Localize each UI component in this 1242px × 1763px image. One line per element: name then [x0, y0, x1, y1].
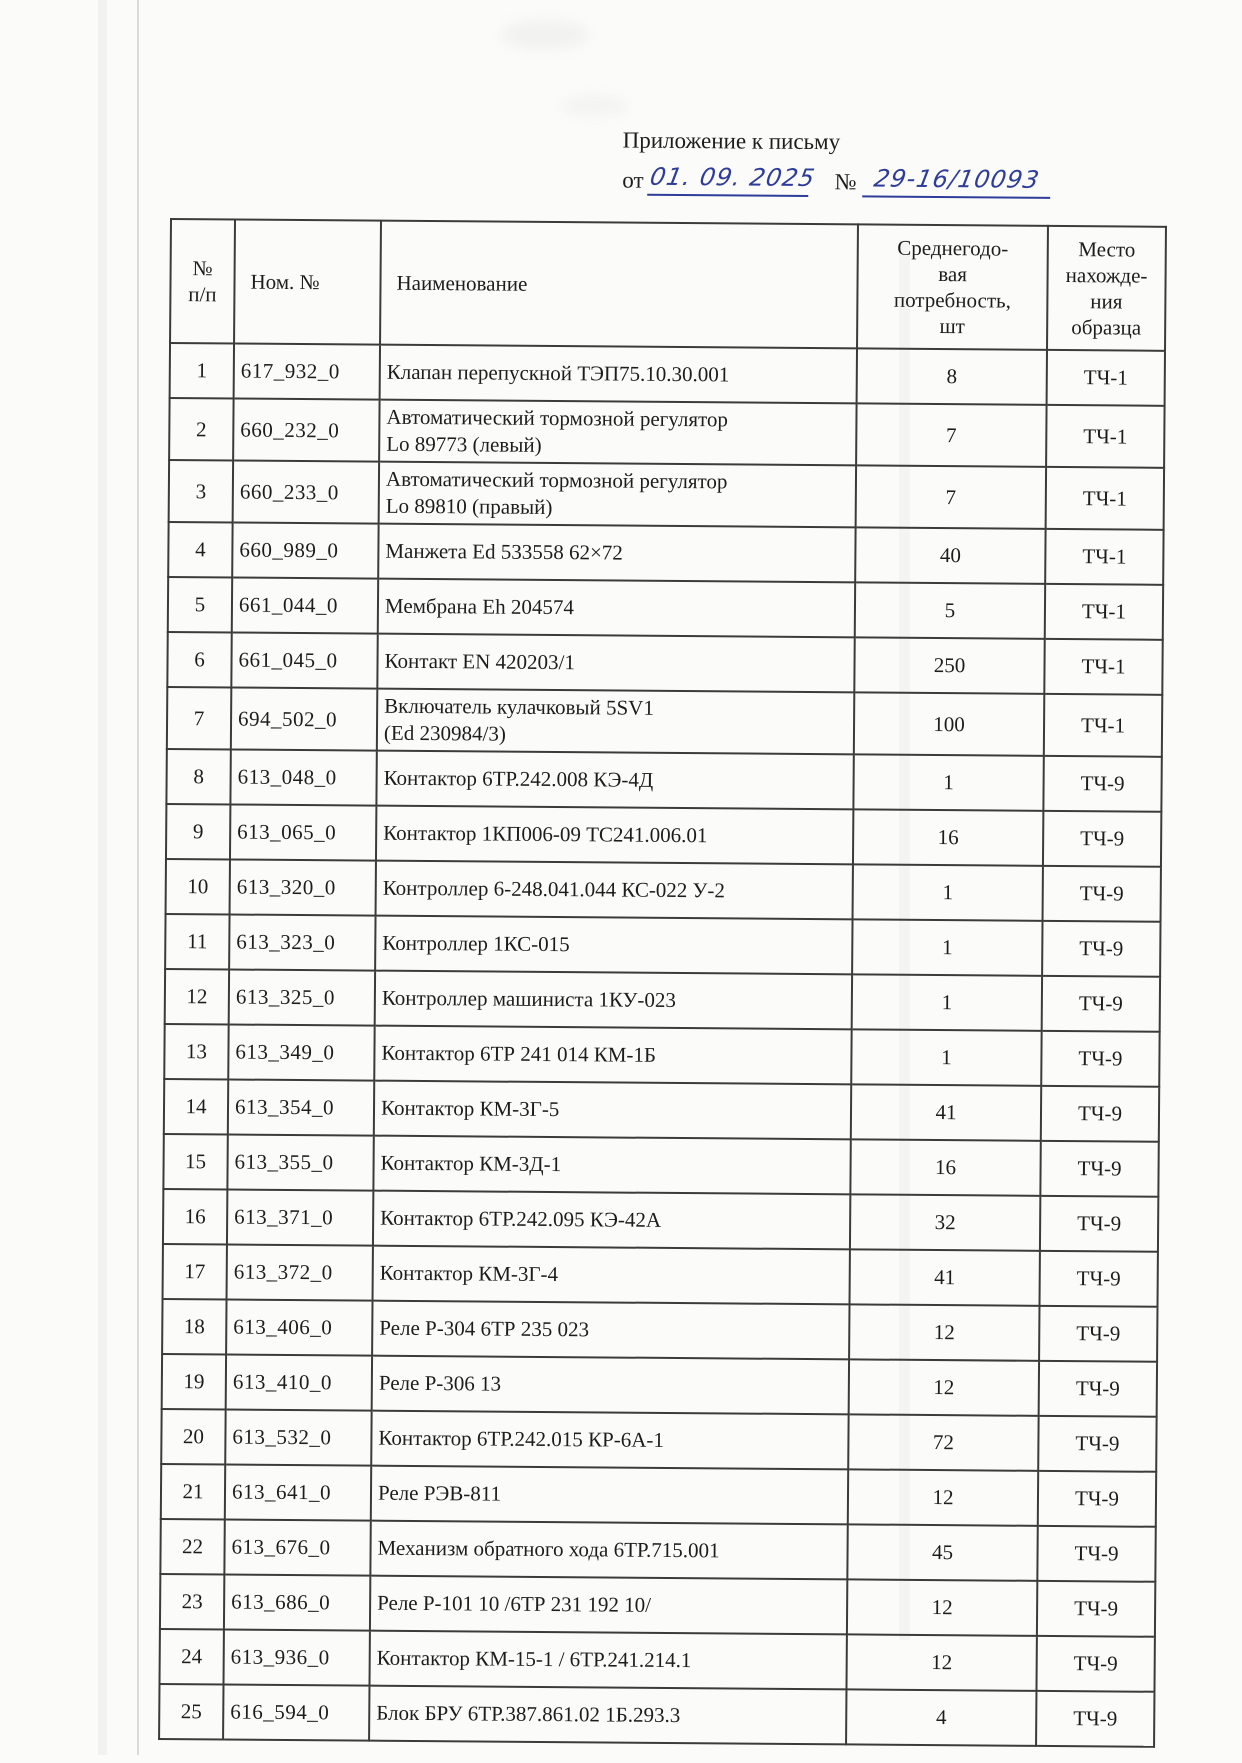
nom-number-cell: 660_233_0: [233, 461, 379, 524]
table-row: [160, 1629, 1155, 1692]
nom-number-cell: 661_045_0: [231, 632, 377, 688]
annotation-title: Приложение к письму: [622, 127, 841, 155]
parts-table-header: [170, 219, 1166, 351]
part-name-cell: Реле Р-306 13: [372, 1356, 849, 1415]
location-cell: ТЧ-9: [1039, 1251, 1157, 1307]
nom-number-cell: 660_232_0: [233, 399, 379, 462]
table-row: [164, 1079, 1159, 1142]
location-cell: ТЧ-9: [1040, 1196, 1158, 1252]
location-cell: ТЧ-9: [1036, 1691, 1154, 1747]
part-name-cell: Реле Р-101 10 /6ТР 231 192 10/: [370, 1576, 847, 1635]
qty-cell: 7: [856, 465, 1046, 528]
row-index-cell: 5: [168, 577, 232, 633]
qty-cell: 12: [849, 1359, 1039, 1415]
location-cell: ТЧ-9: [1043, 811, 1161, 867]
location-cell: ТЧ-1: [1046, 405, 1164, 468]
location-cell: ТЧ-1: [1045, 584, 1163, 640]
nom-number-cell: 613_323_0: [229, 914, 375, 970]
location-cell: ТЧ-9: [1036, 1636, 1154, 1692]
qty-cell: 250: [854, 637, 1044, 693]
part-name-cell: Контактор 6ТР.242.008 КЭ-4Д: [376, 751, 853, 810]
letter-annotation: [622, 126, 1051, 199]
location-cell: ТЧ-9: [1042, 976, 1160, 1032]
annotation-date-field: [647, 162, 818, 197]
nom-number-cell: 613_349_0: [228, 1024, 374, 1080]
annotation-date-handwritten: 01. 09. 2025: [648, 162, 818, 193]
part-name-cell: Контроллер машиниста 1КУ-023: [375, 971, 852, 1030]
qty-cell: 32: [850, 1194, 1040, 1250]
table-row: [165, 969, 1160, 1032]
table-row: [163, 1134, 1158, 1197]
part-name-cell: Реле Р-304 6ТР 235 023: [372, 1301, 849, 1360]
row-index-cell: 23: [160, 1574, 224, 1630]
row-index-cell: 22: [160, 1519, 224, 1575]
table-row: [167, 687, 1162, 757]
qty-cell: 16: [853, 809, 1043, 865]
table-row: [162, 1299, 1157, 1362]
qty-cell: 45: [847, 1524, 1037, 1580]
location-cell: ТЧ-9: [1041, 1031, 1159, 1087]
part-name-cell: Контактор КМ-3Г-4: [373, 1246, 850, 1305]
location-cell: ТЧ-9: [1039, 1361, 1157, 1417]
part-name-cell: Контактор КМ-15-1 / 6ТР.241.214.1: [369, 1631, 846, 1690]
location-cell: ТЧ-9: [1041, 1086, 1159, 1142]
column-header-index: № п/п: [170, 219, 235, 343]
part-name-cell: Контактор 6ТР 241 014 КМ-1Б: [374, 1026, 851, 1085]
table-row: [160, 1519, 1155, 1582]
nom-number-cell: 613_372_0: [227, 1244, 373, 1300]
table-row: [168, 577, 1163, 640]
location-cell: ТЧ-9: [1037, 1526, 1155, 1582]
row-index-cell: 3: [169, 460, 233, 523]
nom-number-cell: 660_989_0: [232, 523, 378, 579]
qty-cell: 16: [850, 1139, 1040, 1195]
qty-cell: 12: [848, 1469, 1038, 1525]
row-index-cell: 14: [164, 1079, 228, 1135]
table-row: [161, 1409, 1156, 1472]
part-name-cell: Контакт EN 420203/1: [377, 634, 854, 693]
table-row: [163, 1189, 1158, 1252]
location-cell: ТЧ-9: [1042, 921, 1160, 977]
row-index-cell: 13: [164, 1024, 228, 1080]
qty-cell: 4: [846, 1689, 1036, 1745]
nom-number-cell: 613_048_0: [230, 749, 376, 805]
nom-number-cell: 613_371_0: [227, 1189, 373, 1245]
header-row: [170, 219, 1166, 351]
qty-cell: 100: [854, 692, 1044, 755]
table-row: [166, 749, 1161, 812]
part-name-cell: Автоматический тормозной регулятор Lo 89810 (правый): [379, 462, 856, 528]
row-index-cell: 12: [165, 969, 229, 1025]
nom-number-cell: 613_686_0: [224, 1574, 370, 1630]
annotation-line2: [622, 162, 1050, 199]
column-header-nom-number: Ном. №: [234, 220, 381, 345]
part-name-cell: Реле РЭВ-811: [371, 1466, 848, 1525]
location-cell: ТЧ-1: [1044, 694, 1162, 757]
location-cell: ТЧ-9: [1043, 866, 1161, 922]
qty-cell: 12: [849, 1304, 1039, 1360]
row-index-cell: 19: [162, 1354, 226, 1410]
row-index-cell: 15: [163, 1134, 227, 1190]
part-name-cell: Контактор КМ-3Г-5: [374, 1081, 851, 1140]
nom-number-cell: 613_320_0: [230, 859, 376, 915]
column-header-sample-location: Место нахожде- ния образца: [1047, 226, 1166, 351]
nom-number-cell: 616_594_0: [223, 1684, 369, 1740]
table-row: [166, 804, 1161, 867]
qty-cell: 12: [847, 1579, 1037, 1635]
part-name-cell: Блок БРУ 6ТР.387.861.02 1Б.293.3: [369, 1686, 846, 1745]
location-cell: ТЧ-9: [1040, 1141, 1158, 1197]
location-cell: ТЧ-1: [1047, 350, 1165, 406]
table-row: [165, 914, 1160, 977]
part-name-cell: Автоматический тормозной регулятор Lo 89773 (левый): [379, 400, 856, 466]
location-cell: ТЧ-1: [1046, 467, 1164, 530]
nom-number-cell: 613_406_0: [226, 1299, 372, 1355]
table-row: [159, 1684, 1154, 1747]
location-cell: ТЧ-9: [1038, 1416, 1156, 1472]
annotation-number-label: №: [834, 169, 857, 195]
qty-cell: 72: [848, 1414, 1038, 1470]
part-name-cell: Мембрана Eh 204574: [378, 579, 855, 638]
table-row: [166, 859, 1161, 922]
row-index-cell: 9: [166, 804, 230, 860]
qty-cell: 7: [856, 403, 1046, 466]
qty-cell: 12: [846, 1634, 1036, 1690]
table-row: [168, 522, 1163, 585]
table-row: [170, 343, 1165, 406]
table-row: [167, 632, 1162, 695]
location-cell: ТЧ-1: [1045, 529, 1163, 585]
part-name-cell: Контактор 6ТР.242.015 КР-6А-1: [371, 1411, 848, 1470]
row-index-cell: 20: [161, 1409, 225, 1465]
nom-number-cell: 613_936_0: [223, 1629, 369, 1685]
part-name-cell: Механизм обратного хода 6ТР.715.001: [370, 1521, 847, 1580]
table-row: [160, 1574, 1155, 1637]
row-index-cell: 16: [163, 1189, 227, 1245]
qty-cell: 1: [852, 974, 1042, 1030]
annotation-number-field: [862, 163, 1050, 198]
qty-cell: 41: [851, 1084, 1041, 1140]
location-cell: ТЧ-9: [1037, 1581, 1155, 1637]
row-index-cell: 11: [165, 914, 229, 970]
nom-number-cell: 617_932_0: [234, 344, 380, 400]
part-name-cell: Контактор 1КП006-09 ТС241.006.01: [376, 806, 853, 865]
nom-number-cell: 613_355_0: [227, 1134, 373, 1190]
row-index-cell: 18: [162, 1299, 226, 1355]
part-name-cell: Манжета Ed 533558 62×72: [378, 524, 855, 583]
table-row: [162, 1354, 1157, 1417]
table-row: [163, 1244, 1158, 1307]
nom-number-cell: 661_044_0: [232, 577, 378, 633]
annotation-from-label: от: [622, 167, 644, 193]
row-index-cell: 25: [159, 1684, 223, 1740]
nom-number-cell: 613_676_0: [224, 1519, 370, 1575]
location-cell: ТЧ-9: [1043, 756, 1161, 812]
parts-table-body: [159, 343, 1165, 1747]
row-index-cell: 24: [160, 1629, 224, 1685]
table-row: [161, 1464, 1156, 1527]
column-header-name: Наименование: [380, 221, 858, 349]
part-name-cell: Контактор КМ-3Д-1: [373, 1136, 850, 1195]
qty-cell: 1: [852, 919, 1042, 975]
table-row: [164, 1024, 1159, 1087]
nom-number-cell: 694_502_0: [231, 687, 377, 750]
qty-cell: 1: [853, 754, 1043, 810]
parts-table: [158, 218, 1167, 1748]
location-cell: ТЧ-9: [1039, 1306, 1157, 1362]
row-index-cell: 8: [166, 749, 230, 805]
nom-number-cell: 613_325_0: [229, 969, 375, 1025]
part-name-cell: Контроллер 6-248.041.044 КС-022 У-2: [376, 861, 853, 920]
row-index-cell: 7: [167, 687, 231, 750]
annotation-number-handwritten: 29-16/10093: [871, 164, 1042, 194]
nom-number-cell: 613_065_0: [230, 804, 376, 860]
column-header-annual-demand: Среднегодо- вая потребность, шт: [857, 224, 1048, 349]
part-name-cell: Клапан перепускной ТЭП75.10.30.001: [380, 345, 857, 404]
nom-number-cell: 613_532_0: [225, 1409, 371, 1465]
table-row: [169, 460, 1164, 530]
table-row: [169, 398, 1164, 468]
part-name-cell: Контактор 6ТР.242.095 КЭ-42А: [373, 1191, 850, 1250]
row-index-cell: 17: [163, 1244, 227, 1300]
row-index-cell: 6: [167, 632, 231, 688]
row-index-cell: 10: [166, 859, 230, 915]
location-cell: ТЧ-1: [1044, 639, 1162, 695]
row-index-cell: 2: [169, 398, 233, 461]
location-cell: ТЧ-9: [1038, 1471, 1156, 1527]
row-index-cell: 4: [168, 522, 232, 578]
nom-number-cell: 613_354_0: [228, 1079, 374, 1135]
part-name-cell: Включатель кулачковый 5SV1 (Ed 230984/3): [377, 689, 854, 755]
qty-cell: 41: [850, 1249, 1040, 1305]
qty-cell: 1: [853, 864, 1043, 920]
qty-cell: 40: [855, 527, 1045, 583]
qty-cell: 8: [857, 348, 1047, 404]
row-index-cell: 21: [161, 1464, 225, 1520]
qty-cell: 1: [851, 1029, 1041, 1085]
nom-number-cell: 613_641_0: [225, 1464, 371, 1520]
part-name-cell: Контроллер 1КС-015: [375, 916, 852, 975]
row-index-cell: 1: [170, 343, 234, 399]
nom-number-cell: 613_410_0: [226, 1354, 372, 1410]
qty-cell: 5: [855, 582, 1045, 638]
